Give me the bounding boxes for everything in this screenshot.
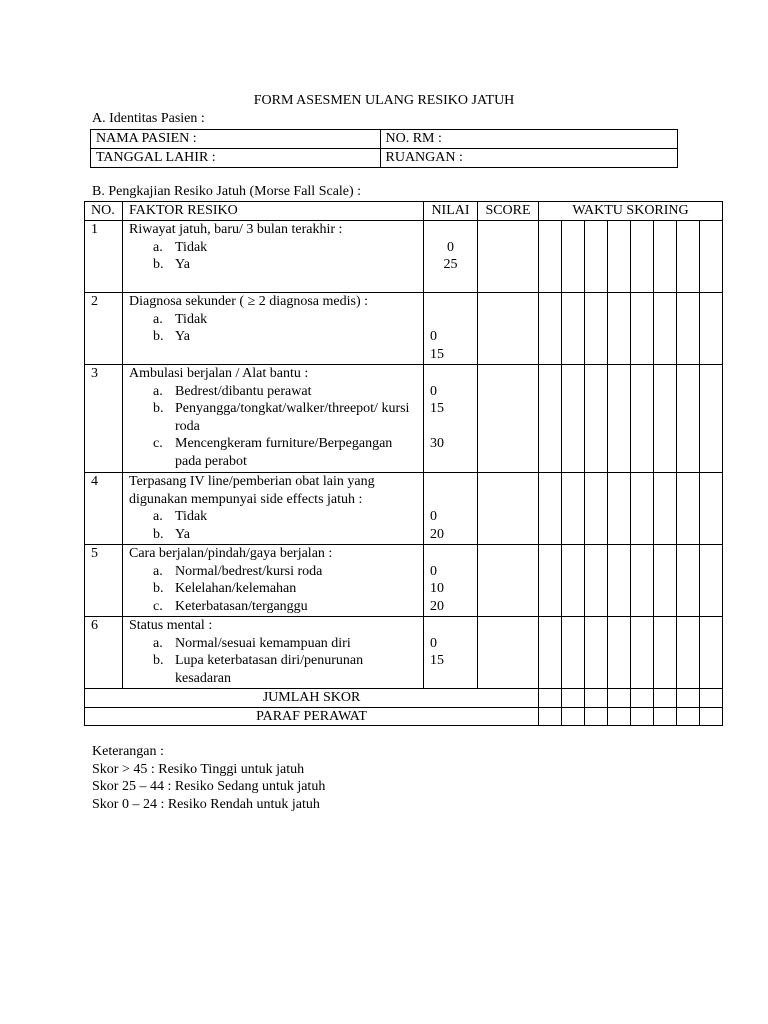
waktu-skoring-cell[interactable] (585, 221, 608, 293)
risk-option (129, 256, 417, 274)
risk-factor-title: Terpasang IV line/pemberian obat lain yang digunakan mempunyai side effects jatuh : (129, 474, 375, 507)
field-nama-pasien[interactable]: NAMA PASIEN : (91, 130, 381, 149)
header-score: SCORE (478, 202, 539, 221)
option-label: Keterbatasan/terganggu (175, 598, 308, 614)
risk-factor-cell (123, 221, 424, 293)
paraf-perawat-cell[interactable] (539, 707, 562, 726)
option-marker: a. (153, 239, 163, 255)
form-title: FORM ASESMEN ULANG RESIKO JATUH (253, 93, 515, 108)
risk-factor-cell (123, 473, 424, 545)
nilai-value: 0 (430, 563, 437, 579)
waktu-skoring-cell[interactable] (608, 617, 631, 689)
waktu-skoring-cell[interactable] (677, 617, 700, 689)
waktu-skoring-cell[interactable] (700, 365, 723, 473)
score-cell[interactable] (478, 473, 539, 545)
score-cell[interactable] (478, 545, 539, 617)
waktu-skoring-cell[interactable] (631, 545, 654, 617)
waktu-skoring-cell[interactable] (677, 545, 700, 617)
waktu-skoring-cell[interactable] (585, 365, 608, 473)
waktu-skoring-cell[interactable] (608, 473, 631, 545)
paraf-perawat-cell[interactable] (677, 707, 700, 726)
risk-option (129, 435, 417, 470)
keterangan-line: Skor 0 – 24 : Resiko Rendah untuk jatuh (92, 796, 320, 812)
nilai-value: 15 (430, 401, 444, 416)
jumlah-skor-row (85, 689, 723, 708)
waktu-skoring-cell[interactable] (539, 293, 562, 365)
risk-option (129, 239, 417, 257)
risk-option (129, 383, 417, 401)
waktu-skoring-cell[interactable] (654, 293, 677, 365)
option-label: Kelelahan/kelemahan (175, 581, 297, 596)
option-marker: c. (153, 598, 163, 614)
waktu-skoring-cell[interactable] (539, 473, 562, 545)
waktu-skoring-cell[interactable] (654, 617, 677, 689)
jumlah-skor-cell[interactable] (700, 689, 723, 708)
risk-factor-title: Diagnosa sekunder ( ≥ 2 diagnosa medis) : (129, 294, 369, 309)
waktu-skoring-cell[interactable] (654, 545, 677, 617)
risk-factor-row (85, 617, 723, 689)
header-nilai: NILAI (424, 202, 478, 221)
risk-factor-cell (123, 365, 424, 473)
score-cell[interactable] (478, 221, 539, 293)
risk-option (129, 311, 417, 329)
waktu-skoring-cell[interactable] (700, 221, 723, 293)
nilai-cell (424, 473, 478, 545)
waktu-skoring-cell[interactable] (562, 293, 585, 365)
waktu-skoring-cell[interactable] (539, 545, 562, 617)
field-tanggal-lahir[interactable]: TANGGAL LAHIR : (91, 149, 381, 168)
option-marker: c. (153, 436, 163, 451)
waktu-skoring-cell[interactable] (608, 365, 631, 473)
risk-factor-row (85, 473, 723, 545)
waktu-skoring-cell[interactable] (562, 365, 585, 473)
jumlah-skor-cell[interactable] (654, 689, 677, 708)
risk-factor-cell (123, 293, 424, 365)
identity-row (91, 149, 678, 168)
paraf-perawat-cell[interactable] (654, 707, 677, 726)
nilai-cell (424, 545, 478, 617)
risk-factor-title: Riwayat jatuh, baru/ 3 bulan terakhir : (129, 222, 343, 237)
option-marker: a. (153, 635, 163, 651)
risk-option (129, 598, 417, 616)
nilai-value (430, 365, 471, 383)
option-label: Bedrest/dibantu perawat (175, 383, 312, 399)
risk-factor-title: Cara berjalan/pindah/gaya berjalan : (129, 546, 333, 561)
paraf-perawat-label: PARAF PERAWAT (85, 707, 539, 726)
option-marker: a. (153, 383, 163, 399)
risk-factor-row (85, 365, 723, 473)
row-number: 5 (85, 545, 123, 617)
waktu-skoring-cell[interactable] (677, 365, 700, 473)
waktu-skoring-cell[interactable] (631, 473, 654, 545)
jumlah-skor-cell[interactable] (677, 689, 700, 708)
paraf-perawat-cell[interactable] (631, 707, 654, 726)
nilai-cell (424, 617, 478, 689)
option-label: Tidak (175, 239, 208, 255)
waktu-skoring-cell[interactable] (585, 473, 608, 545)
nilai-value: 0 (430, 509, 437, 524)
nilai-value: 30 (430, 436, 444, 451)
waktu-skoring-cell[interactable] (700, 293, 723, 365)
nilai-value (430, 617, 471, 635)
risk-option (129, 563, 417, 581)
field-ruangan[interactable]: RUANGAN : (380, 149, 678, 168)
option-marker: a. (153, 311, 163, 327)
waktu-skoring-cell[interactable] (631, 617, 654, 689)
risk-option (129, 400, 417, 435)
option-marker: b. (153, 257, 164, 272)
nilai-value (430, 221, 471, 239)
header-waktu-skoring: WAKTU SKORING (539, 202, 723, 221)
option-marker: b. (153, 401, 164, 416)
option-marker: b. (153, 329, 164, 344)
section-a-heading: A. Identitas Pasien : (92, 111, 205, 126)
option-label: Ya (175, 526, 190, 542)
waktu-skoring-cell[interactable] (654, 365, 677, 473)
jumlah-skor-cell[interactable] (585, 689, 608, 708)
row-number: 3 (85, 365, 123, 473)
nilai-value: 10 (430, 581, 444, 596)
waktu-skoring-cell[interactable] (585, 293, 608, 365)
nilai-cell (424, 365, 478, 473)
waktu-skoring-cell[interactable] (585, 545, 608, 617)
row-number: 2 (85, 293, 123, 365)
waktu-skoring-cell[interactable] (677, 473, 700, 545)
jumlah-skor-cell[interactable] (562, 689, 585, 708)
option-label: Mencengkeram furniture/Berpegangan pada perabot (175, 436, 393, 469)
waktu-skoring-cell[interactable] (539, 617, 562, 689)
jumlah-skor-cell[interactable] (631, 689, 654, 708)
option-marker: a. (153, 509, 163, 524)
waktu-skoring-cell[interactable] (562, 221, 585, 293)
nilai-value: 0 (430, 383, 437, 399)
keterangan-line: Skor > 45 : Resiko Tinggi untuk jatuh (92, 761, 305, 777)
row-number: 4 (85, 473, 123, 545)
waktu-skoring-cell[interactable] (631, 365, 654, 473)
risk-option (129, 328, 417, 346)
score-cell[interactable] (478, 365, 539, 473)
option-label: Lupa keterbatasan diri/penurunan kesadaran (175, 653, 364, 686)
keterangan-block (92, 743, 325, 813)
risk-factor-cell (123, 545, 424, 617)
waktu-skoring-cell[interactable] (608, 545, 631, 617)
paraf-perawat-cell[interactable] (608, 707, 631, 726)
option-label: Normal/bedrest/kursi roda (175, 563, 323, 579)
morse-fall-scale-table (84, 201, 723, 726)
keterangan-heading: Keterangan : (92, 744, 164, 759)
risk-factor-title: Status mental : (129, 618, 213, 633)
option-marker: b. (153, 526, 164, 542)
waktu-skoring-cell[interactable] (562, 617, 585, 689)
jumlah-skor-cell[interactable] (539, 689, 562, 708)
paraf-perawat-row (85, 707, 723, 726)
option-marker: a. (153, 563, 163, 579)
risk-option (129, 652, 417, 687)
waktu-skoring-cell[interactable] (654, 221, 677, 293)
section-b-heading: B. Pengkajian Resiko Jatuh (Morse Fall Scale) : (92, 184, 362, 199)
nilai-value (430, 311, 471, 329)
nilai-value (430, 293, 471, 311)
risk-factor-title: Ambulasi berjalan / Alat bantu : (129, 366, 309, 381)
patient-identity-table (90, 129, 678, 168)
row-number: 6 (85, 617, 123, 689)
field-no-rm[interactable]: NO. RM : (380, 130, 678, 149)
header-faktor-resiko: FAKTOR RESIKO (123, 202, 424, 221)
waktu-skoring-cell[interactable] (677, 221, 700, 293)
nilai-cell (424, 221, 478, 293)
option-marker: b. (153, 653, 164, 668)
nilai-value: 15 (430, 653, 444, 668)
option-label: Normal/sesuai kemampuan diri (175, 635, 351, 651)
waktu-skoring-cell[interactable] (677, 293, 700, 365)
waktu-skoring-cell[interactable] (631, 221, 654, 293)
nilai-value (430, 491, 471, 509)
waktu-skoring-cell[interactable] (585, 617, 608, 689)
option-label: Penyangga/tongkat/walker/threepot/ kursi roda (175, 401, 410, 434)
paraf-perawat-cell[interactable] (585, 707, 608, 726)
risk-option (129, 508, 417, 526)
waktu-skoring-cell[interactable] (562, 473, 585, 545)
keterangan-line: Skor 25 – 44 : Resiko Sedang untuk jatuh (92, 779, 326, 794)
risk-factor-row (85, 293, 723, 365)
waktu-skoring-cell[interactable] (539, 365, 562, 473)
risk-option (129, 526, 417, 544)
option-label: Tidak (175, 311, 208, 327)
risk-factor-row (85, 221, 723, 293)
waktu-skoring-cell[interactable] (562, 545, 585, 617)
risk-option (129, 635, 417, 653)
header-no: NO. (85, 202, 123, 221)
nilai-value: 0 (430, 329, 437, 344)
nilai-value (430, 473, 471, 491)
score-cell[interactable] (478, 617, 539, 689)
risk-factor-cell (123, 617, 424, 689)
waktu-skoring-cell[interactable] (631, 293, 654, 365)
row-number: 1 (85, 221, 123, 293)
nilai-value: 25 (443, 257, 458, 272)
option-label: Ya (175, 329, 190, 344)
waktu-skoring-cell[interactable] (700, 473, 723, 545)
score-cell[interactable] (478, 293, 539, 365)
option-label: Ya (175, 257, 190, 272)
waktu-skoring-cell[interactable] (608, 293, 631, 365)
identity-row (91, 130, 678, 149)
option-label: Tidak (175, 509, 208, 524)
risk-option (129, 580, 417, 598)
nilai-value (430, 418, 471, 436)
paraf-perawat-cell[interactable] (700, 707, 723, 726)
nilai-cell (424, 293, 478, 365)
waktu-skoring-cell[interactable] (539, 221, 562, 293)
waktu-skoring-cell[interactable] (700, 545, 723, 617)
nilai-value: 20 (430, 526, 444, 542)
nilai-value: 15 (430, 346, 444, 362)
option-marker: b. (153, 581, 164, 596)
nilai-value: 20 (430, 598, 444, 614)
waktu-skoring-cell[interactable] (700, 617, 723, 689)
nilai-value: 0 (430, 635, 437, 651)
waktu-skoring-cell[interactable] (654, 473, 677, 545)
risk-factor-row (85, 545, 723, 617)
nilai-value (430, 545, 471, 563)
nilai-value: 0 (447, 239, 454, 255)
paraf-perawat-cell[interactable] (562, 707, 585, 726)
jumlah-skor-label: JUMLAH SKOR (85, 689, 539, 708)
waktu-skoring-cell[interactable] (608, 221, 631, 293)
table-header-row (85, 202, 723, 221)
jumlah-skor-cell[interactable] (608, 689, 631, 708)
